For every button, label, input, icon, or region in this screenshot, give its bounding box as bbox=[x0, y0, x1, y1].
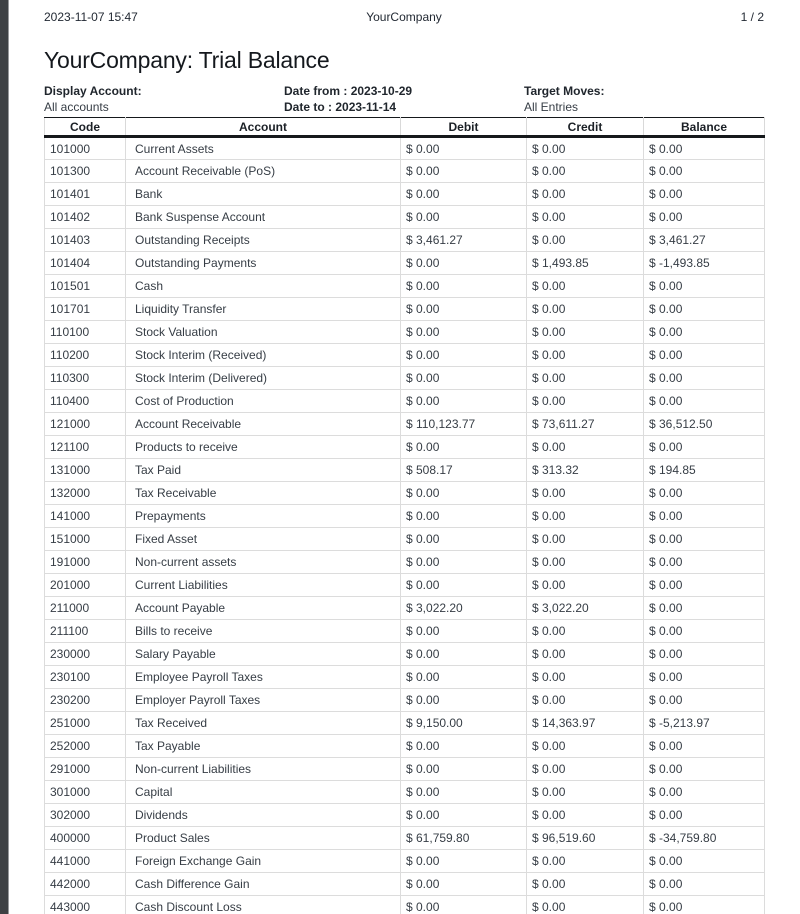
cell-code: 110200 bbox=[45, 344, 126, 367]
cell-credit: $ 73,611.27 bbox=[527, 413, 644, 436]
table-row bbox=[45, 459, 765, 482]
cell-code: 151000 bbox=[45, 528, 126, 551]
cell-debit: $ 61,759.80 bbox=[401, 827, 527, 850]
column-header-code: Code bbox=[45, 118, 126, 137]
table-row bbox=[45, 850, 765, 873]
cell-debit: $ 508.17 bbox=[401, 459, 527, 482]
cell-account: Bills to receive bbox=[126, 620, 401, 643]
table-row bbox=[45, 666, 765, 689]
cell-credit: $ 0.00 bbox=[527, 482, 644, 505]
cell-code: 400000 bbox=[45, 827, 126, 850]
cell-balance: $ 194.85 bbox=[644, 459, 765, 482]
column-header-balance: Balance bbox=[644, 118, 765, 137]
cell-account: Bank Suspense Account bbox=[126, 206, 401, 229]
cell-credit: $ 0.00 bbox=[527, 574, 644, 597]
cell-credit: $ 0.00 bbox=[527, 505, 644, 528]
cell-account: Tax Payable bbox=[126, 735, 401, 758]
cell-balance: $ 0.00 bbox=[644, 735, 765, 758]
cell-account: Tax Received bbox=[126, 712, 401, 735]
cell-balance: $ 0.00 bbox=[644, 344, 765, 367]
cell-debit: $ 0.00 bbox=[401, 505, 527, 528]
cell-debit: $ 0.00 bbox=[401, 574, 527, 597]
cell-credit: $ 0.00 bbox=[527, 298, 644, 321]
cell-account: Product Sales bbox=[126, 827, 401, 850]
cell-code: 101000 bbox=[45, 137, 126, 160]
table-row bbox=[45, 275, 765, 298]
cell-credit: $ 0.00 bbox=[527, 367, 644, 390]
cell-debit: $ 0.00 bbox=[401, 758, 527, 781]
filter-dates bbox=[284, 83, 524, 115]
cell-code: 211100 bbox=[45, 620, 126, 643]
cell-debit: $ 0.00 bbox=[401, 689, 527, 712]
cell-code: 110300 bbox=[45, 367, 126, 390]
target-moves-value: All Entries bbox=[524, 100, 579, 114]
cell-debit: $ 0.00 bbox=[401, 873, 527, 896]
cell-debit: $ 9,150.00 bbox=[401, 712, 527, 735]
cell-account: Employer Payroll Taxes bbox=[126, 689, 401, 712]
cell-credit: $ 0.00 bbox=[527, 344, 644, 367]
cell-account: Outstanding Receipts bbox=[126, 229, 401, 252]
cell-credit: $ 0.00 bbox=[527, 896, 644, 914]
cell-credit: $ 0.00 bbox=[527, 551, 644, 574]
cell-account: Bank bbox=[126, 183, 401, 206]
cell-balance: $ 0.00 bbox=[644, 896, 765, 914]
cell-code: 101701 bbox=[45, 298, 126, 321]
cell-credit: $ 0.00 bbox=[527, 436, 644, 459]
cell-account: Cash bbox=[126, 275, 401, 298]
cell-code: 101300 bbox=[45, 160, 126, 183]
cell-debit: $ 0.00 bbox=[401, 850, 527, 873]
cell-account: Tax Paid bbox=[126, 459, 401, 482]
table-row bbox=[45, 528, 765, 551]
column-header-account: Account bbox=[126, 118, 401, 137]
cell-credit: $ 0.00 bbox=[527, 666, 644, 689]
report-page bbox=[10, 0, 800, 914]
cell-balance: $ 0.00 bbox=[644, 666, 765, 689]
table-row bbox=[45, 781, 765, 804]
cell-debit: $ 0.00 bbox=[401, 781, 527, 804]
table-row bbox=[45, 574, 765, 597]
cell-debit: $ 0.00 bbox=[401, 252, 527, 275]
cell-balance: $ 0.00 bbox=[644, 597, 765, 620]
cell-account: Foreign Exchange Gain bbox=[126, 850, 401, 873]
cell-account: Account Receivable (PoS) bbox=[126, 160, 401, 183]
cell-account: Outstanding Payments bbox=[126, 252, 401, 275]
table-row bbox=[45, 597, 765, 620]
cell-account: Cash Difference Gain bbox=[126, 873, 401, 896]
cell-account: Dividends bbox=[126, 804, 401, 827]
table-row bbox=[45, 390, 765, 413]
cell-debit: $ 0.00 bbox=[401, 436, 527, 459]
cell-balance: $ 0.00 bbox=[644, 436, 765, 459]
cell-balance: $ 36,512.50 bbox=[644, 413, 765, 436]
cell-code: 110100 bbox=[45, 321, 126, 344]
table-row bbox=[45, 206, 765, 229]
cell-debit: $ 110,123.77 bbox=[401, 413, 527, 436]
cell-credit: $ 0.00 bbox=[527, 804, 644, 827]
cell-credit: $ 0.00 bbox=[527, 873, 644, 896]
cell-balance: $ 0.00 bbox=[644, 321, 765, 344]
cell-code: 251000 bbox=[45, 712, 126, 735]
cell-debit: $ 0.00 bbox=[401, 551, 527, 574]
cell-account: Non-current assets bbox=[126, 551, 401, 574]
cell-code: 302000 bbox=[45, 804, 126, 827]
cell-account: Liquidity Transfer bbox=[126, 298, 401, 321]
cell-code: 141000 bbox=[45, 505, 126, 528]
cell-account: Current Liabilities bbox=[126, 574, 401, 597]
cell-balance: $ 0.00 bbox=[644, 275, 765, 298]
cell-balance: $ 0.00 bbox=[644, 781, 765, 804]
cell-code: 443000 bbox=[45, 896, 126, 914]
cell-code: 201000 bbox=[45, 574, 126, 597]
cell-credit: $ 0.00 bbox=[527, 275, 644, 298]
cell-credit: $ 0.00 bbox=[527, 689, 644, 712]
table-row bbox=[45, 551, 765, 574]
cell-balance: $ 0.00 bbox=[644, 873, 765, 896]
report-timestamp: 2023-11-07 15:47 bbox=[44, 10, 138, 24]
cell-balance: $ 3,461.27 bbox=[644, 229, 765, 252]
cell-code: 121000 bbox=[45, 413, 126, 436]
date-from-label: Date from : bbox=[284, 84, 348, 98]
cell-credit: $ 0.00 bbox=[527, 735, 644, 758]
cell-credit: $ 0.00 bbox=[527, 781, 644, 804]
cell-credit: $ 0.00 bbox=[527, 643, 644, 666]
cell-credit: $ 0.00 bbox=[527, 321, 644, 344]
cell-account: Cost of Production bbox=[126, 390, 401, 413]
table-header-row bbox=[45, 118, 765, 137]
table-header bbox=[45, 118, 765, 137]
table-row bbox=[45, 229, 765, 252]
cell-code: 291000 bbox=[45, 758, 126, 781]
cell-account: Stock Interim (Delivered) bbox=[126, 367, 401, 390]
cell-balance: $ 0.00 bbox=[644, 689, 765, 712]
cell-balance: $ 0.00 bbox=[644, 390, 765, 413]
target-moves-label: Target Moves: bbox=[524, 84, 605, 98]
cell-debit: $ 0.00 bbox=[401, 528, 527, 551]
table-row bbox=[45, 298, 765, 321]
cell-code: 101402 bbox=[45, 206, 126, 229]
cell-balance: $ 0.00 bbox=[644, 482, 765, 505]
cell-code: 252000 bbox=[45, 735, 126, 758]
table-row bbox=[45, 804, 765, 827]
cell-credit: $ 0.00 bbox=[527, 137, 644, 160]
cell-code: 301000 bbox=[45, 781, 126, 804]
cell-debit: $ 0.00 bbox=[401, 620, 527, 643]
cell-account: Account Payable bbox=[126, 597, 401, 620]
cell-balance: $ -5,213.97 bbox=[644, 712, 765, 735]
cell-credit: $ 313.32 bbox=[527, 459, 644, 482]
cell-debit: $ 3,461.27 bbox=[401, 229, 527, 252]
cell-code: 230000 bbox=[45, 643, 126, 666]
date-to-value: 2023-11-14 bbox=[335, 100, 397, 114]
cell-debit: $ 0.00 bbox=[401, 137, 527, 160]
cell-debit: $ 0.00 bbox=[401, 321, 527, 344]
cell-credit: $ 0.00 bbox=[527, 183, 644, 206]
cell-balance: $ 0.00 bbox=[644, 574, 765, 597]
cell-credit: $ 0.00 bbox=[527, 620, 644, 643]
table-row bbox=[45, 436, 765, 459]
table-row bbox=[45, 183, 765, 206]
cell-debit: $ 0.00 bbox=[401, 896, 527, 914]
cell-code: 110400 bbox=[45, 390, 126, 413]
cell-debit: $ 0.00 bbox=[401, 298, 527, 321]
cell-debit: $ 0.00 bbox=[401, 344, 527, 367]
table-row bbox=[45, 344, 765, 367]
cell-code: 230100 bbox=[45, 666, 126, 689]
cell-balance: $ 0.00 bbox=[644, 620, 765, 643]
cell-code: 132000 bbox=[45, 482, 126, 505]
cell-code: 121100 bbox=[45, 436, 126, 459]
cell-account: Products to receive bbox=[126, 436, 401, 459]
cell-account: Tax Receivable bbox=[126, 482, 401, 505]
column-header-debit: Debit bbox=[401, 118, 527, 137]
date-to-line bbox=[284, 99, 524, 115]
cell-credit: $ 0.00 bbox=[527, 390, 644, 413]
cell-balance: $ 0.00 bbox=[644, 643, 765, 666]
table-row bbox=[45, 413, 765, 436]
table-row bbox=[45, 505, 765, 528]
cell-balance: $ 0.00 bbox=[644, 758, 765, 781]
filter-display-account bbox=[44, 83, 284, 115]
cell-balance: $ 0.00 bbox=[644, 804, 765, 827]
cell-balance: $ 0.00 bbox=[644, 160, 765, 183]
cell-account: Stock Valuation bbox=[126, 321, 401, 344]
cell-debit: $ 0.00 bbox=[401, 206, 527, 229]
cell-credit: $ 0.00 bbox=[527, 528, 644, 551]
report-company-name: YourCompany bbox=[366, 10, 442, 24]
cell-balance: $ 0.00 bbox=[644, 850, 765, 873]
cell-account: Salary Payable bbox=[126, 643, 401, 666]
cell-balance: $ 0.00 bbox=[644, 551, 765, 574]
date-to-label: Date to : bbox=[284, 100, 332, 114]
date-from-line bbox=[284, 83, 524, 99]
cell-account: Employee Payroll Taxes bbox=[126, 666, 401, 689]
cell-credit: $ 0.00 bbox=[527, 850, 644, 873]
report-title: YourCompany: Trial Balance bbox=[44, 47, 330, 73]
cell-account: Fixed Asset bbox=[126, 528, 401, 551]
table-row bbox=[45, 689, 765, 712]
report-page-header bbox=[44, 0, 764, 24]
page-number-indicator: 1 / 2 bbox=[740, 10, 764, 24]
table-row bbox=[45, 758, 765, 781]
cell-account: Non-current Liabilities bbox=[126, 758, 401, 781]
column-header-credit: Credit bbox=[527, 118, 644, 137]
cell-credit: $ 0.00 bbox=[527, 160, 644, 183]
cell-debit: $ 0.00 bbox=[401, 275, 527, 298]
table-row bbox=[45, 735, 765, 758]
display-account-value: All accounts bbox=[44, 100, 109, 114]
cell-balance: $ 0.00 bbox=[644, 183, 765, 206]
cell-debit: $ 3,022.20 bbox=[401, 597, 527, 620]
table-row bbox=[45, 827, 765, 850]
cell-code: 191000 bbox=[45, 551, 126, 574]
table-body bbox=[45, 137, 765, 914]
cell-balance: $ 0.00 bbox=[644, 298, 765, 321]
cell-debit: $ 0.00 bbox=[401, 160, 527, 183]
cell-credit: $ 3,022.20 bbox=[527, 597, 644, 620]
cell-code: 101501 bbox=[45, 275, 126, 298]
cell-code: 230200 bbox=[45, 689, 126, 712]
cell-balance: $ 0.00 bbox=[644, 505, 765, 528]
cell-debit: $ 0.00 bbox=[401, 390, 527, 413]
cell-account: Current Assets bbox=[126, 137, 401, 160]
cell-account: Capital bbox=[126, 781, 401, 804]
cell-credit: $ 0.00 bbox=[527, 229, 644, 252]
cell-credit: $ 0.00 bbox=[527, 758, 644, 781]
filter-target-moves bbox=[524, 83, 764, 115]
cell-account: Stock Interim (Received) bbox=[126, 344, 401, 367]
pdf-page-edge bbox=[0, 0, 9, 914]
cell-debit: $ 0.00 bbox=[401, 367, 527, 390]
display-account-label: Display Account: bbox=[44, 84, 142, 98]
cell-account: Cash Discount Loss bbox=[126, 896, 401, 914]
cell-debit: $ 0.00 bbox=[401, 666, 527, 689]
cell-balance: $ -34,759.80 bbox=[644, 827, 765, 850]
cell-account: Account Receivable bbox=[126, 413, 401, 436]
cell-credit: $ 1,493.85 bbox=[527, 252, 644, 275]
cell-code: 101403 bbox=[45, 229, 126, 252]
cell-account: Prepayments bbox=[126, 505, 401, 528]
cell-debit: $ 0.00 bbox=[401, 804, 527, 827]
table-row bbox=[45, 712, 765, 735]
cell-debit: $ 0.00 bbox=[401, 643, 527, 666]
cell-code: 101401 bbox=[45, 183, 126, 206]
table-row bbox=[45, 252, 765, 275]
cell-code: 101404 bbox=[45, 252, 126, 275]
table-row bbox=[45, 367, 765, 390]
trial-balance-table bbox=[44, 117, 765, 914]
cell-debit: $ 0.00 bbox=[401, 482, 527, 505]
cell-code: 442000 bbox=[45, 873, 126, 896]
cell-credit: $ 14,363.97 bbox=[527, 712, 644, 735]
cell-code: 131000 bbox=[45, 459, 126, 482]
cell-balance: $ -1,493.85 bbox=[644, 252, 765, 275]
table-row bbox=[45, 321, 765, 344]
table-row bbox=[45, 620, 765, 643]
cell-balance: $ 0.00 bbox=[644, 367, 765, 390]
table-row bbox=[45, 896, 765, 914]
cell-credit: $ 0.00 bbox=[527, 206, 644, 229]
table-row bbox=[45, 873, 765, 896]
cell-debit: $ 0.00 bbox=[401, 183, 527, 206]
cell-balance: $ 0.00 bbox=[644, 206, 765, 229]
table-row bbox=[45, 137, 765, 160]
table-row bbox=[45, 643, 765, 666]
cell-debit: $ 0.00 bbox=[401, 735, 527, 758]
cell-credit: $ 96,519.60 bbox=[527, 827, 644, 850]
report-filters bbox=[44, 83, 764, 115]
table-row bbox=[45, 482, 765, 505]
cell-balance: $ 0.00 bbox=[644, 528, 765, 551]
cell-code: 441000 bbox=[45, 850, 126, 873]
cell-code: 211000 bbox=[45, 597, 126, 620]
table-row bbox=[45, 160, 765, 183]
cell-balance: $ 0.00 bbox=[644, 137, 765, 160]
date-from-value: 2023-10-29 bbox=[350, 84, 413, 98]
